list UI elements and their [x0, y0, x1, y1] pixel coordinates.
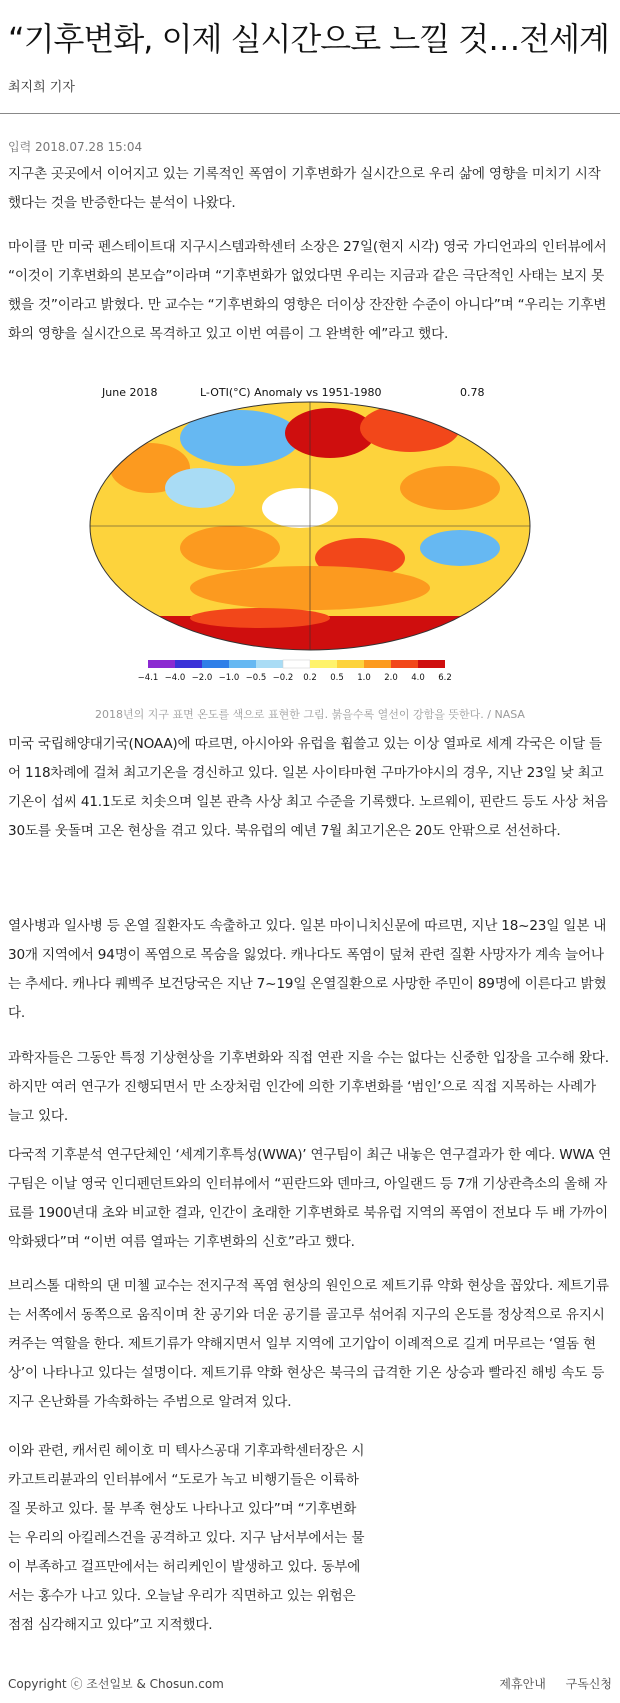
legend-swatch — [418, 660, 445, 668]
paragraph-2: 마이클 만 미국 펜스테이트대 지구시스템과학센터 소장은 27일(현지 시각) 영국 가디언과의 인터뷰에서 “이것이 기후변화의 본모습”이라며 “기후변화가 없었다면 우리는 지금과 같은 극단적인 사태는 보지 못했을 것”이라고 밝혔다. 만 교수는 “기후변화의 영향은 더이상 잔잔한 수준이 아니다”며 “우리는 기후변화의 영향을 실시간으로 목격하고 있고 이번 여름이 그 완벽한 예”라고 했다. — [8, 239, 607, 342]
figure-caption: 2018년의 지구 표면 온도를 색으로 표현한 그림. 붉을수록 열선이 강함을 뜻한다. / NASA — [95, 708, 525, 721]
publish-date: 입력 2018.07.28 15:04 — [8, 140, 143, 154]
legend-swatch — [391, 660, 418, 668]
divider — [0, 113, 620, 114]
byline: 최지희 기자 — [8, 80, 75, 95]
paragraph-3: 미국 국립해양대기국(NOAA)에 따르면, 아시아와 유럽을 휩쓸고 있는 이상 열파로 세계 각국은 이달 들어 118차례에 걸쳐 최고기온을 경신하고 있다. 일본 사이타마현 구마가야시의 경우, 지난 23일 낮 최고 기온이 섭씨 41.1도로 치솟으며 일본 관측 사상 최고 수준을 기록했다. 노르웨이, 핀란드 등도 사상 처음 30도를 웃돌며 고온 현상을 겪고 있다. 북유럽의 예년 7월 최고기온은 20도 안팎으로 선선하다. — [8, 736, 608, 839]
paragraph-5: 과학자들은 그동안 특정 기상현상을 기후변화와 직접 연관 지을 수는 없다는 신중한 입장을 고수해 왔다. 하지만 여러 연구가 진행되면서 만 소장처럼 인간에 의한 기후변화를 ‘범인’으로 직접 지목하는 사례가 늘고 있다. — [8, 1050, 609, 1124]
legend-tick: 0.2 — [303, 673, 317, 683]
legend-swatch — [229, 660, 256, 668]
legend-tick: 1.0 — [357, 673, 371, 683]
legend-tick: −4.1 — [137, 673, 159, 683]
legend-swatch — [256, 660, 283, 668]
legend-swatch — [337, 660, 364, 668]
legend-swatch — [364, 660, 391, 668]
legend-swatch — [175, 660, 202, 668]
paragraph-4: 열사병과 일사병 등 온열 질환자도 속출하고 있다. 일본 마이니치신문에 따르면, 지난 18~23일 일본 내 30개 지역에서 94명이 폭염으로 목숨을 잃었다. 캐나다도 폭염이 덮쳐 관련 질환 사망자가 계속 늘어나는 추세다. 캐나다 퀘벡주 보건당국은 지난 7~19일 온열질환으로 사망한 주민이 89명에 이른다고 밝혔다. — [8, 918, 607, 1021]
temperature-anomaly-map — [60, 378, 560, 698]
paragraph-1: 지구촌 곳곳에서 이어지고 있는 기록적인 폭염이 기후변화가 실시간으로 우리 삶에 영향을 미치기 시작했다는 것을 반증한다는 분석이 나왔다. — [8, 166, 601, 211]
link-subscribe[interactable]: 구독신청 — [565, 1677, 612, 1691]
legend-tick: −2.0 — [191, 673, 213, 683]
paragraph-6: 다국적 기후분석 연구단체인 ‘세계기후특성(WWA)’ 연구팀이 최근 내놓은 연구결과가 한 예다. WWA 연구팀은 이날 영국 인디펜던트와의 인터뷰에서 “핀란드와 덴마크, 아일랜드 등 7개 기상관측소의 올해 자료를 1900년대 초와 비교한 결과, 인간이 초래한 기후변화로 북유럽 지역의 폭염이 전보다 두 배 가까이 악화됐다”며 “이번 여름 열파는 기후변화의 신호”라고 했다. — [8, 1147, 612, 1250]
legend-swatch — [310, 660, 337, 668]
link-partnership[interactable]: 제휴안내 — [499, 1677, 546, 1691]
figure-title-left: June 2018 — [102, 386, 158, 399]
legend-tick: 6.2 — [438, 673, 452, 683]
legend-swatch — [202, 660, 229, 668]
paragraph-8: 이와 관련, 캐서린 헤이호 미 텍사스공대 기후과학센터장은 시카고트리뷴과의 인터뷰에서 “도로가 녹고 비행기들은 이륙하질 못하고 있다. 물 부족 현상도 나타나고 있다”며 “기후변화는 우리의 아킬레스건을 공격하고 있다. 지구 남서부에서는 물이 부족하고 걸프만에서는 허리케인이 발생하고 있다. 동부에서는 홍수가 나고 있다. 오늘날 우리가 직면하고 있는 위험은 점점 심각해지고 있다”고 지적했다. — [8, 1443, 365, 1633]
figure-title-right: 0.78 — [460, 386, 485, 399]
copyright: Copyright ⓒ 조선일보 & Chosun.com — [8, 1677, 224, 1691]
legend-tick: −1.0 — [218, 673, 240, 683]
footer-links — [483, 1675, 612, 1692]
legend-swatch — [283, 660, 310, 668]
legend-tick: −0.5 — [245, 673, 267, 683]
figure-title-center: L-OTI(°C) Anomaly vs 1951-1980 — [200, 386, 382, 399]
legend-swatch — [148, 660, 175, 668]
legend-tick: 4.0 — [411, 673, 425, 683]
color-legend — [138, 660, 452, 683]
paragraph-7: 브리스톨 대학의 댄 미첼 교수는 전지구적 폭염 현상의 원인으로 제트기류 약화 현상을 꼽았다. 제트기류는 서쪽에서 동쪽으로 움직이며 찬 공기와 더운 공기를 골고루 섞어줘 지구의 온도를 정상적으로 유지시켜주는 역할을 한다. 제트기류가 약해지면서 일부 지역에 고기압이 이례적으로 길게 머무르는 ‘열돔 현상’이 나타나고 있다는 설명이다. 제트기류 약화 현상은 북극의 급격한 기온 상승과 빨라진 해빙 속도 등 지구 온난화를 가속화하는 주범으로 알려져 있다. — [8, 1278, 609, 1410]
headline: “기후변화, 이제 실시간으로 느낄 것…전세계 — [8, 20, 609, 58]
legend-tick: 2.0 — [384, 673, 398, 683]
legend-tick: −0.2 — [272, 673, 294, 683]
legend-tick: 0.5 — [330, 673, 344, 683]
legend-tick: −4.0 — [164, 673, 186, 683]
